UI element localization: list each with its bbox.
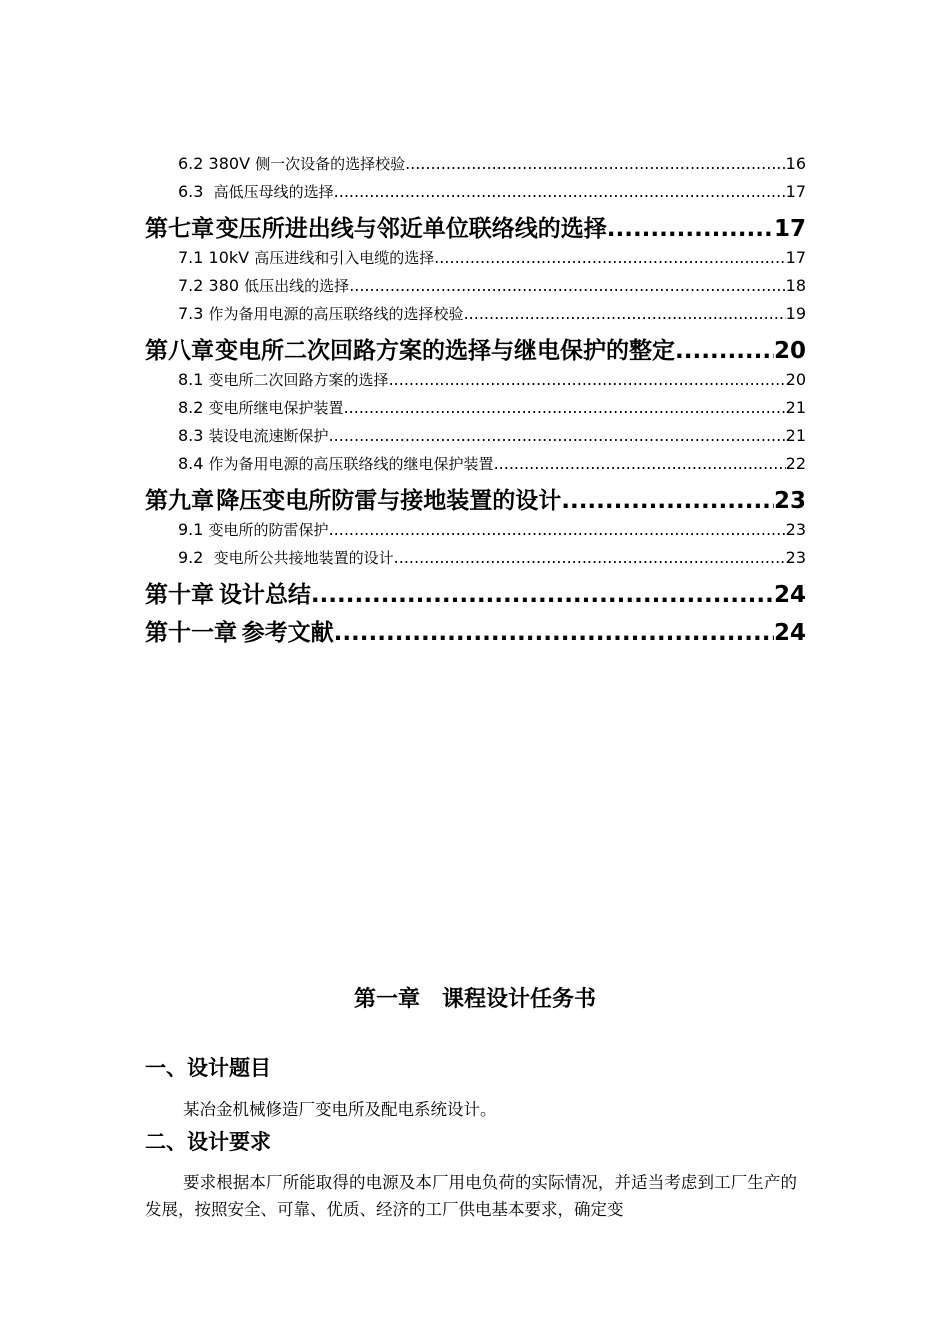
toc-entry-page: 19	[785, 304, 806, 323]
section-heading: 一、设计题目	[145, 1055, 271, 1080]
toc-chapter-title: 设计总结	[218, 581, 311, 608]
body-paragraph: 要求根据本厂所能取得的电源及本厂用电负荷的实际情况，并适当考虑到工厂生产的发展，按照安全、可靠、优质、经济的工厂供电基本要求，确定变	[145, 1173, 797, 1219]
toc-chapter-title: 参考文献	[241, 619, 334, 646]
toc-entry[interactable]	[178, 425, 806, 446]
toc-entry-title: 侧一次设备的选择校验	[255, 155, 406, 173]
toc-leader-dots	[329, 426, 786, 445]
toc-chapter-number: 第八章	[145, 337, 214, 364]
toc-leader-dots	[349, 276, 785, 295]
toc-entry-page: 21	[785, 398, 806, 417]
toc-leader-dots	[561, 488, 774, 514]
toc-chapter-title: 降压变电所防雷与接地装置的设计	[216, 487, 562, 514]
toc-entry[interactable]	[178, 519, 806, 540]
toc-entry-number: 6.3	[178, 182, 204, 201]
toc-chapter-page: 24	[773, 620, 806, 646]
toc-chapter-entry[interactable]	[145, 482, 806, 515]
toc-chapter-entry[interactable]	[145, 576, 806, 609]
toc-leader-dots	[464, 304, 786, 323]
toc-entry[interactable]	[178, 369, 806, 390]
toc-entry[interactable]	[178, 275, 806, 296]
toc-leader-dots	[311, 582, 774, 608]
toc-entry[interactable]	[178, 181, 806, 202]
toc-entry-page: 17	[785, 248, 806, 267]
toc-leader-dots	[607, 216, 774, 242]
body-paragraph: 某冶金机械修造厂变电所及配电系统设计。	[183, 1100, 497, 1119]
toc-entry-number: 9.2	[178, 548, 204, 567]
toc-chapter-page: 24	[773, 582, 806, 608]
toc-entry-page: 23	[785, 548, 806, 567]
toc-leader-dots	[675, 338, 774, 364]
toc-chapter-entry[interactable]	[145, 332, 806, 365]
toc-entry-number: 7.3	[178, 304, 204, 323]
toc-entry-page: 23	[785, 520, 806, 539]
toc-entry-number: 9.1	[178, 520, 204, 539]
toc-leader-dots	[405, 154, 786, 173]
toc-entry-page: 20	[785, 370, 806, 389]
section-heading: 二、设计要求	[145, 1129, 271, 1154]
toc-leader-dots	[434, 248, 785, 267]
toc-entry-page: 22	[785, 454, 806, 473]
toc-entry-page: 21	[785, 426, 806, 445]
toc-entry-number: 6.2 380V	[178, 154, 251, 173]
toc-entry-title: 变电所公共接地装置的设计	[213, 549, 394, 567]
toc-entry[interactable]	[178, 397, 806, 418]
toc-entry-number: 7.1 10kV	[178, 248, 250, 267]
toc-leader-dots	[344, 398, 786, 417]
toc-chapter-number: 第九章	[145, 487, 214, 514]
toc-chapter-page: 17	[773, 216, 806, 242]
toc-entry[interactable]	[178, 453, 806, 474]
toc-chapter-title: 变压所进出线与邻近单位联络线的选择	[215, 215, 607, 242]
toc-leader-dots	[329, 520, 786, 539]
toc-entry-title: 变电所的防雷保护	[208, 521, 329, 539]
toc-chapter-number: 第十一章	[145, 619, 237, 646]
toc-leader-dots	[494, 454, 786, 473]
toc-chapter-number: 第十章	[145, 581, 214, 608]
toc-entry-title: 高压进线和引入电缆的选择	[254, 249, 435, 267]
toc-entry-title: 变电所继电保护装置	[208, 399, 344, 417]
toc-entry-number: 8.1	[178, 370, 204, 389]
toc-entry-number: 7.2 380	[178, 276, 240, 295]
toc-chapter-page: 23	[773, 488, 806, 514]
toc-leader-dots	[334, 182, 786, 201]
toc-entry-number: 8.2	[178, 398, 204, 417]
toc-leader-dots	[334, 620, 774, 646]
toc-entry[interactable]	[178, 547, 806, 568]
toc-entry-number: 8.4	[178, 454, 204, 473]
toc-entry-page: 16	[785, 154, 806, 173]
toc-leader-dots	[394, 548, 786, 567]
toc-entry-page: 17	[785, 182, 806, 201]
toc-chapter-entry[interactable]	[145, 614, 806, 647]
toc-chapter-entry[interactable]	[145, 210, 806, 243]
toc-chapter-number: 第七章	[145, 215, 214, 242]
toc-entry-title: 高低压母线的选择	[213, 183, 334, 201]
chapter-heading: 第一章 课程设计任务书	[353, 986, 596, 1012]
toc-entry-title: 低压出线的选择	[244, 277, 350, 295]
toc-entry[interactable]	[178, 153, 806, 174]
toc-chapter-page: 20	[773, 338, 806, 364]
toc-entry-title: 装设电流速断保护	[208, 427, 329, 445]
toc-chapter-title: 变电所二次回路方案的选择与继电保护的整定	[215, 337, 676, 364]
toc-entry[interactable]	[178, 303, 806, 324]
toc-leader-dots	[389, 370, 786, 389]
toc-entry-title: 作为备用电源的高压联络线的选择校验	[208, 305, 464, 323]
toc-entry-page: 18	[785, 276, 806, 295]
toc-entry-number: 8.3	[178, 426, 204, 445]
toc-entry-title: 作为备用电源的高压联络线的继电保护装置	[208, 455, 494, 473]
toc-entry-title: 变电所二次回路方案的选择	[208, 371, 389, 389]
toc-entry[interactable]	[178, 247, 806, 268]
